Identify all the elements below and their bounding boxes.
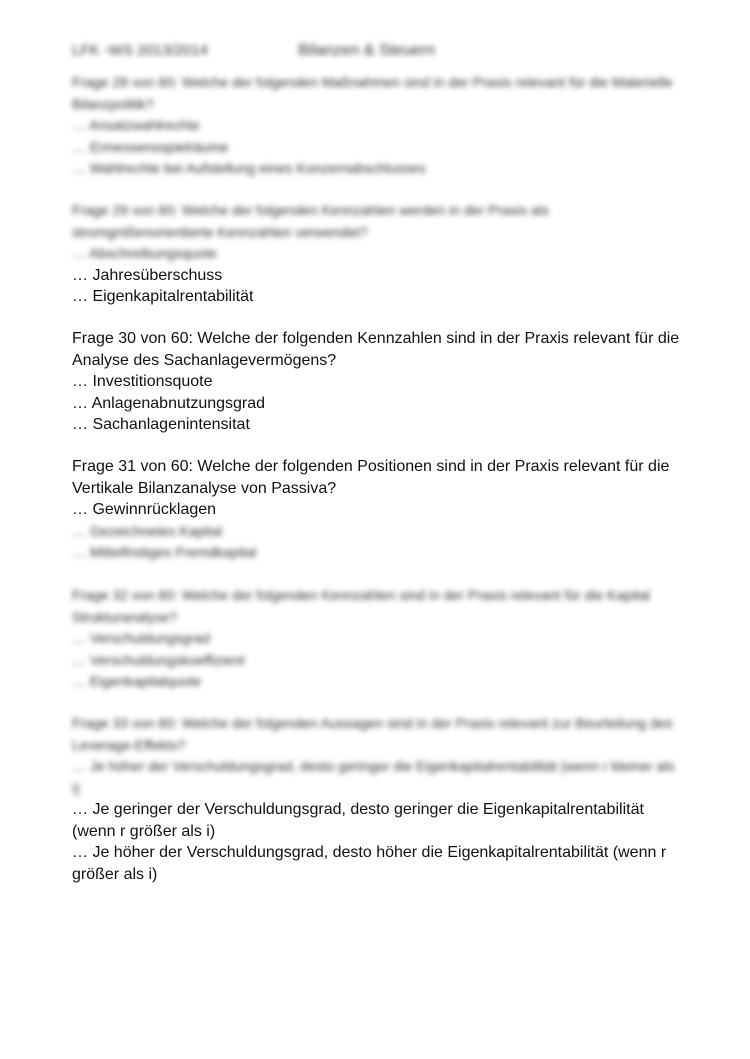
subject-label: Bilanzen & Steuern <box>298 42 435 59</box>
answer-option: … Mittelfristiges Fremdkapital <box>72 544 257 560</box>
answer-option: … Je höher der Verschuldungsgrad, desto höher die Eigenkapitalrentabilität (wenn r größer als i) <box>72 844 667 883</box>
answer-option: … Je geringer der Verschuldungsgrad, desto geringer die Eigenkapitalrentabilität (wenn r größer als i) <box>72 801 644 840</box>
answer-option: … Eigenkapitalquote <box>72 673 202 689</box>
answer-option: … Sachanlagenintensitat <box>72 416 250 433</box>
answer-option: … Eigenkapitalrentabilität <box>72 288 254 305</box>
answer-option: … Verschuldungsgrad <box>72 630 210 646</box>
answer-option: … Ermessensspielräume <box>72 138 229 155</box>
answer-option: … Jahresüberschuss <box>72 266 223 284</box>
answer-option: … Abschreibungsquote <box>72 245 217 261</box>
question-text: Frage 28 von 60: Welche der folgenden Maßnahmen sind in der Praxis relevant für die Materielle Bilanzpolitik? <box>72 74 673 112</box>
question-block-30 <box>72 328 684 436</box>
answer-option: … Anlagenabnutzungsgrad <box>72 394 266 412</box>
page-header <box>72 42 692 64</box>
answer-option: … Gewinnrücklagen <box>72 501 217 518</box>
question-block-33 <box>72 713 684 885</box>
answer-option: … Gezeichnetes Kapital <box>72 522 223 539</box>
answer-option: … Investitionsquote <box>72 373 213 390</box>
answer-option: … Je höher der Verschuldungsgrad, desto geringer die Eigenkapitalrentabilität (wenn r kleiner als i) <box>72 758 675 796</box>
answer-option: … Wahlrechte bei Aufstellung eines Konzernabschlusses <box>72 160 426 176</box>
question-text: Frage 31 von 60: Welche der folgenden Positionen sind in der Praxis relevant für die Vertikale Bilanzanalyse von Passiva? <box>72 458 670 497</box>
question-text: Frage 33 von 60: Welche der folgenden Aussagen sind in der Praxis relevant zur Beurteilung des Leverage-Effekts? <box>72 715 673 753</box>
question-text: Frage 30 von 60: Welche der folgenden Kennzahlen sind in der Praxis relevant für die Analyse des Sachanlagevermögens? <box>72 330 680 369</box>
answer-option: … Verschuldungskoeffizient <box>72 651 245 668</box>
course-label: LFK -WS 2013/2014 <box>72 42 208 59</box>
question-block-29 <box>72 200 684 308</box>
answer-option: … Ansatzwahlrechte <box>72 117 200 133</box>
question-block-32 <box>72 585 684 693</box>
question-block-31 <box>72 456 684 564</box>
question-block-28 <box>72 72 684 180</box>
question-text: Frage 32 von 60: Welche der folgenden Kennzahlen sind in der Praxis relevant für die Kapital Strukturanalyse? <box>72 587 650 625</box>
question-text: Frage 29 von 60: Welche der folgenden Kennzahlen werden in der Praxis als stromgrößenorientierte Kennzahlen verwendet? <box>72 202 549 240</box>
